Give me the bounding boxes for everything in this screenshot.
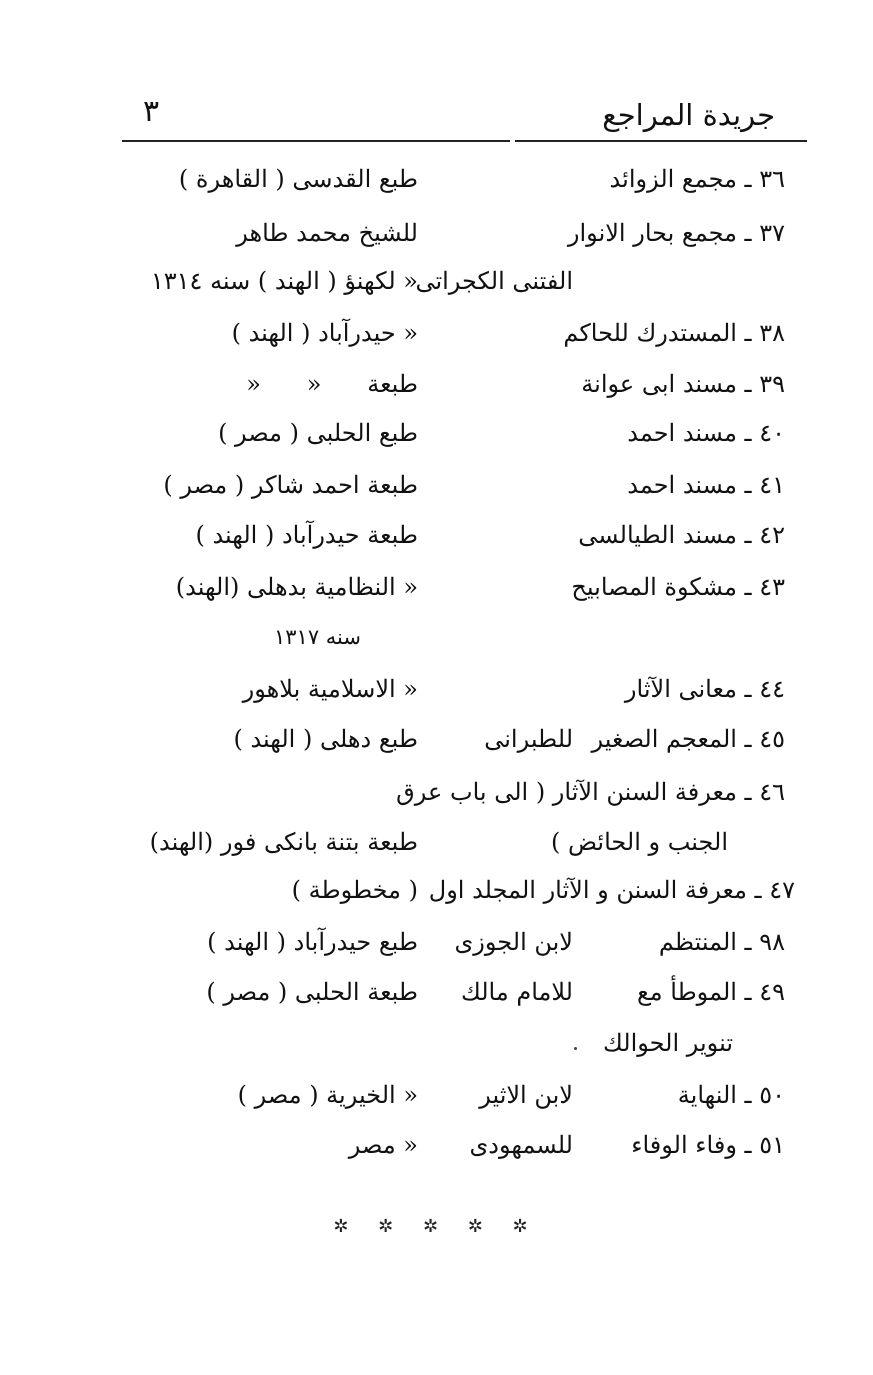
- reference-year: سنه ١٣١٧: [274, 625, 361, 649]
- reference-title: ٤٣ ـ مشكوة المصابيح: [571, 573, 785, 601]
- reference-title: ٤٠ ـ مسند احمد: [627, 419, 785, 447]
- reference-publisher: طبع دهلى ( الهند ): [233, 725, 418, 753]
- running-title: جريدة المراجع: [602, 98, 775, 132]
- reference-row: [0, 157, 873, 201]
- reference-row: [0, 868, 873, 912]
- reference-publisher: طبعة حيدرآباد ( الهند ): [195, 521, 418, 549]
- reference-author: الفتنى الكجراتى: [415, 267, 573, 295]
- reference-row: [0, 259, 873, 303]
- reference-title-continued: الجنب و الحائض ): [551, 828, 728, 856]
- reference-row: [0, 1123, 873, 1167]
- reference-title: ٤٢ ـ مسند الطيالسى: [578, 521, 785, 549]
- reference-row: [0, 1073, 873, 1117]
- reference-publisher: « الاسلامية بلاهور: [242, 675, 418, 703]
- reference-title: ٤١ ـ مسند احمد: [627, 471, 785, 499]
- reference-publisher: « النظامية بدهلى (الهند): [175, 573, 418, 601]
- reference-row: [0, 667, 873, 711]
- reference-row: [0, 565, 873, 609]
- page-number: ٣: [143, 94, 160, 129]
- reference-publisher: طبعة احمد شاكر ( مصر ): [163, 471, 418, 499]
- reference-row: [0, 463, 873, 507]
- header-rule-right: [515, 140, 807, 142]
- reference-publisher: « لكهنؤ ( الهند ) سنه ١٣١٤: [150, 267, 418, 295]
- reference-title: ٩٨ ـ المنتظم: [658, 928, 785, 956]
- reference-row: [0, 311, 873, 355]
- reference-row: [0, 970, 873, 1014]
- reference-row: [0, 1021, 873, 1065]
- reference-publisher: طبعة بتنة بانكى فور (الهند): [149, 828, 418, 856]
- reference-row: [0, 411, 873, 455]
- reference-author: لابن الاثير: [479, 1081, 573, 1109]
- reference-row: [0, 362, 873, 406]
- reference-publisher: طبعة « «: [246, 370, 418, 398]
- reference-title: ٣٧ ـ مجمع بحار الانوار: [567, 219, 785, 247]
- reference-row: [0, 717, 873, 761]
- reference-row: [0, 770, 873, 814]
- reference-author: للسمهودى: [469, 1131, 573, 1159]
- reference-title: ٣٩ ـ مسند ابى عوانة: [581, 370, 785, 398]
- reference-title: ٥١ ـ وفاء الوفاء: [631, 1131, 785, 1159]
- ink-speck: [574, 1047, 577, 1050]
- reference-row: [0, 513, 873, 557]
- reference-publisher: طبعة الحلبى ( مصر ): [206, 978, 418, 1006]
- header-rule-left: [122, 140, 510, 142]
- footer-ornament: ✲ ✲ ✲ ✲ ✲: [333, 1216, 540, 1237]
- reference-publisher: طبع القدسى ( القاهرة ): [178, 165, 418, 193]
- reference-title: ٣٦ ـ مجمع الزوائد: [609, 165, 785, 193]
- reference-author: للشيخ محمد طاهر: [236, 219, 418, 247]
- reference-publisher: « مصر: [348, 1131, 418, 1159]
- reference-row: [0, 920, 873, 964]
- reference-row: [0, 211, 873, 255]
- reference-publisher: « الخيرية ( مصر ): [237, 1081, 418, 1109]
- reference-publisher: طبع الحلبى ( مصر ): [218, 419, 418, 447]
- reference-publisher: ( مخطوطة ): [291, 876, 418, 904]
- reference-publisher: طبع حيدرآباد ( الهند ): [207, 928, 418, 956]
- reference-title: ٤٦ ـ معرفة السنن الآثار ( الى باب عرق: [396, 778, 785, 806]
- reference-title: ٣٨ ـ المستدرك للحاكم: [563, 319, 785, 347]
- reference-author: للامام مالك: [461, 978, 573, 1006]
- reference-publisher: « حيدرآباد ( الهند ): [231, 319, 418, 347]
- reference-row: [0, 820, 873, 864]
- reference-author: للطبرانى: [484, 725, 573, 753]
- reference-row: [0, 615, 873, 659]
- reference-title: ٥٠ ـ النهاية: [677, 1081, 785, 1109]
- reference-title: ٤٥ ـ المعجم الصغير: [591, 725, 785, 753]
- reference-title: ٤٩ ـ الموطأ مع: [637, 978, 785, 1006]
- reference-title-continued: تنوير الحوالك: [603, 1029, 733, 1057]
- reference-title: ٤٧ ـ معرفة السنن و الآثار المجلد اول: [428, 876, 795, 904]
- reference-title: ٤٤ ـ معانى الآثار: [624, 675, 785, 703]
- reference-author: لابن الجوزى: [454, 928, 573, 956]
